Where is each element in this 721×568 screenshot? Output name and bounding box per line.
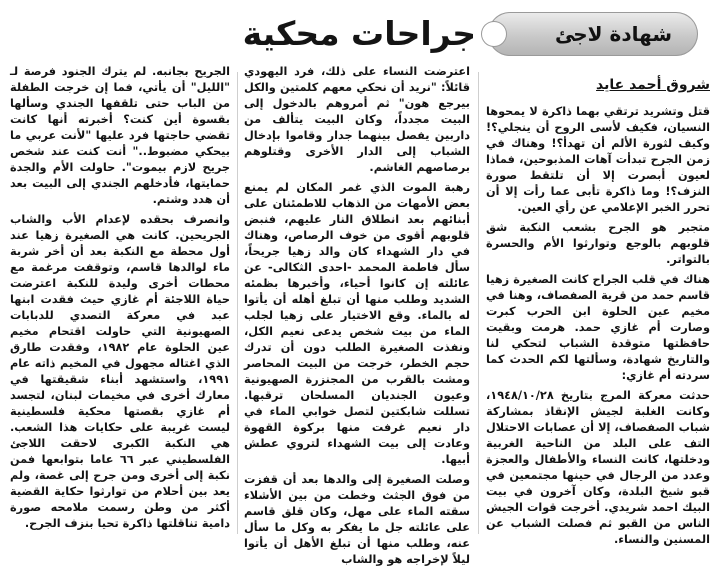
article-column-right (486, 64, 710, 546)
headline: جراحات محكية (242, 14, 476, 53)
article-header (0, 0, 721, 64)
banner-circle-icon (482, 22, 506, 46)
section-label: شهادة لاجئ (554, 22, 672, 46)
section-banner (488, 12, 698, 56)
paragraph: الجريح بجانبه. لم يترك الجنود فرصة لـ "الليل" أن يأتي، فما إن خرجت الطفلة من الباب حتى تلقفها الجندي وسألها بقسوة أين كنت؟ أخبرته أنها كانت تقضي حاجتها فرد عليها "لأنت عربي ما بيحكي مضبوط.." أنت كنت عند شخص جريح لازم بيموت". حاولت الأم والجدة حمايتها، فأدخلهم الجندي إلى البيت بعد أن هدد وشتم. (10, 65, 230, 206)
paragraph: رهبة الموت الذي غمر المكان لم يمنع بعض الأمهات من الذهاب للاطمئنان على أبنائهم بعد انطلاق النار عليهم، فنبض قلوبهم أقوى من خوف الرصاص، وهناك في دار الشهداء كان والد زهيا جريحاً، سأل فاطمة المحمد -احدى الثكالى- عن عائلته إن كانوا أحياء، وأخبرها بظمئه الشديد وطلب منها أن تبلغ أهله أن يأتوا له بالماء. وقع الاختيار على زهيا لجلب الماء من بيت شخص يدعى نعيم الكل، ونفذت الصغيرة الطلب دون أن تدرك حجم الخطر، خرجت من البيت المحاصر ومشت بالقرب من المجنزرة الصهيونية وعيون الجنديان المسلحان ترقبها. تسللت شابكتين لتصل خوابي الماء في دار نعيم غرفت منها بركوة القهوة وعادت إلى بيت الشهداء لتروي عطش أبيها. (244, 181, 470, 466)
paragraph: متجبر هو الجرح بشعب النكبة شق قلوبهم بالوجع وتوارثوا الأم والحسرة بالتواتر. (486, 221, 710, 266)
paragraph: قتل وتشريد ترتقي بهما ذاكرة لا يمحوها النسيان، فكيف لأسى الروح أن ينجلي؟! وكيف لثورة الألم أن تهدأ؟! وهناك في زمن الجرح تبدأت آهات المذبوحين، فماذا لعيون أبصرت إلا أن تلتقط صورة النزف؟! وما ذاكرة تأبى عما رأت إلا أن تحرر الخبر الإعلامي عن رأي العين. (486, 105, 710, 214)
byline: شروق أحمد عايد (596, 77, 710, 93)
article-column-middle (244, 64, 470, 566)
paragraph: وانصرف بحقده لإعدام الأب والشاب الجريحين. كانت هي الصغيرة زهيا عند أول محطة مع النكبة بعد أن أخر شربة ماء لوالدها قاسم، وتوقفت مرغمة مع محطات أخرى وليدة للنكبة اعترضت حياة اللاجئة أم غازي حيث فقدت ابنها عبد في معركة التصدي للدبابات الصهيونية التي حاولت اقتحام مخيم عين الحلوة عام ١٩٨٢، وفقدت طارق الذي اغتاله مجهول في المخيم ذاته عام ١٩٩١، واستشهد أبناء شقيقتها في معارك أخرى في مخيمات لبنان، لتجسد أم غازي بقصتها محكية فلسطينية ليست غريبة على حكايات هذا الشعب. هي النكبة الكبرى لاحقت اللاجئ الفلسطيني عبر ٦٦ عاما بتوابعها فمن نكبة إلى أخرى ومن جرح إلى غصة، ولم يعد بين أحلام من توارثوا حكاية القضية أكثر من وطن رسمت ملامحه صورة دامية تناقلتها ذاكرة تحيا بنزف الجرح. (10, 213, 230, 530)
column-divider (237, 72, 238, 534)
paragraph: وصلت الصغيرة إلى والدها بعد أن قفزت من فوق الجثث وخطت من بين الأشلاء سقته الماء على مهل، وكان قلق قاسم على عائلته جل ما يفكر به وكل ما سأل عنه، وطلب منها أن تبلغ الأهل أن يأتوا ليلاً لإخراجه هو والشاب (244, 473, 470, 566)
paragraph: اعترضت النساء على ذلك، فرد اليهودي قائلاً: "نريد أن نحكي معهم كلمتين والكل بيرجع هون" ثم أمروهم بالدخول إلى البيت مجدداً، وكان البيت يتألف من داربين يفصل بينهما جدار وقاموا بإدخال الشباب إلى الدار الأخرى وقتلوهم برصاصهم الغاشم. (244, 65, 470, 174)
paragraph: حدثت معركة المرج بتاريخ ١٩٤٨/١٠/٢٨، وكانت الغلبة لجيش الإنقاذ بمشاركة شباب الصفصاف، إلا أن عصابات الاحتلال التف على البلد من الناحية الغربية ودخلتها، كانت النساء والأطفال والعجزة وعدد من الرجال في حينها مجتمعين في قبو شيخ البلدة، وكان آخرون في بيت البيك احمد شريدي. أخرجت قوات الجيش الناس من القبو ثم فصلت الشباب عن المسنين والنساء. (486, 389, 710, 546)
article-column-left (10, 64, 230, 540)
column-divider (478, 72, 479, 534)
paragraph: هناك في قلب الجراح كانت الصغيرة زهيا قاسم حمد من قرية الصفصاف، وهنا في مخيم عين الحلوة ابن الحرب كبرت وصارت أم غازي حمد. هرمت وبقيت حافظتها متوقدة الشباب لتحكي لنا والتاريخ شهادة، وسألتها لكم الحدث كما سردته أم غازي: (486, 273, 710, 382)
